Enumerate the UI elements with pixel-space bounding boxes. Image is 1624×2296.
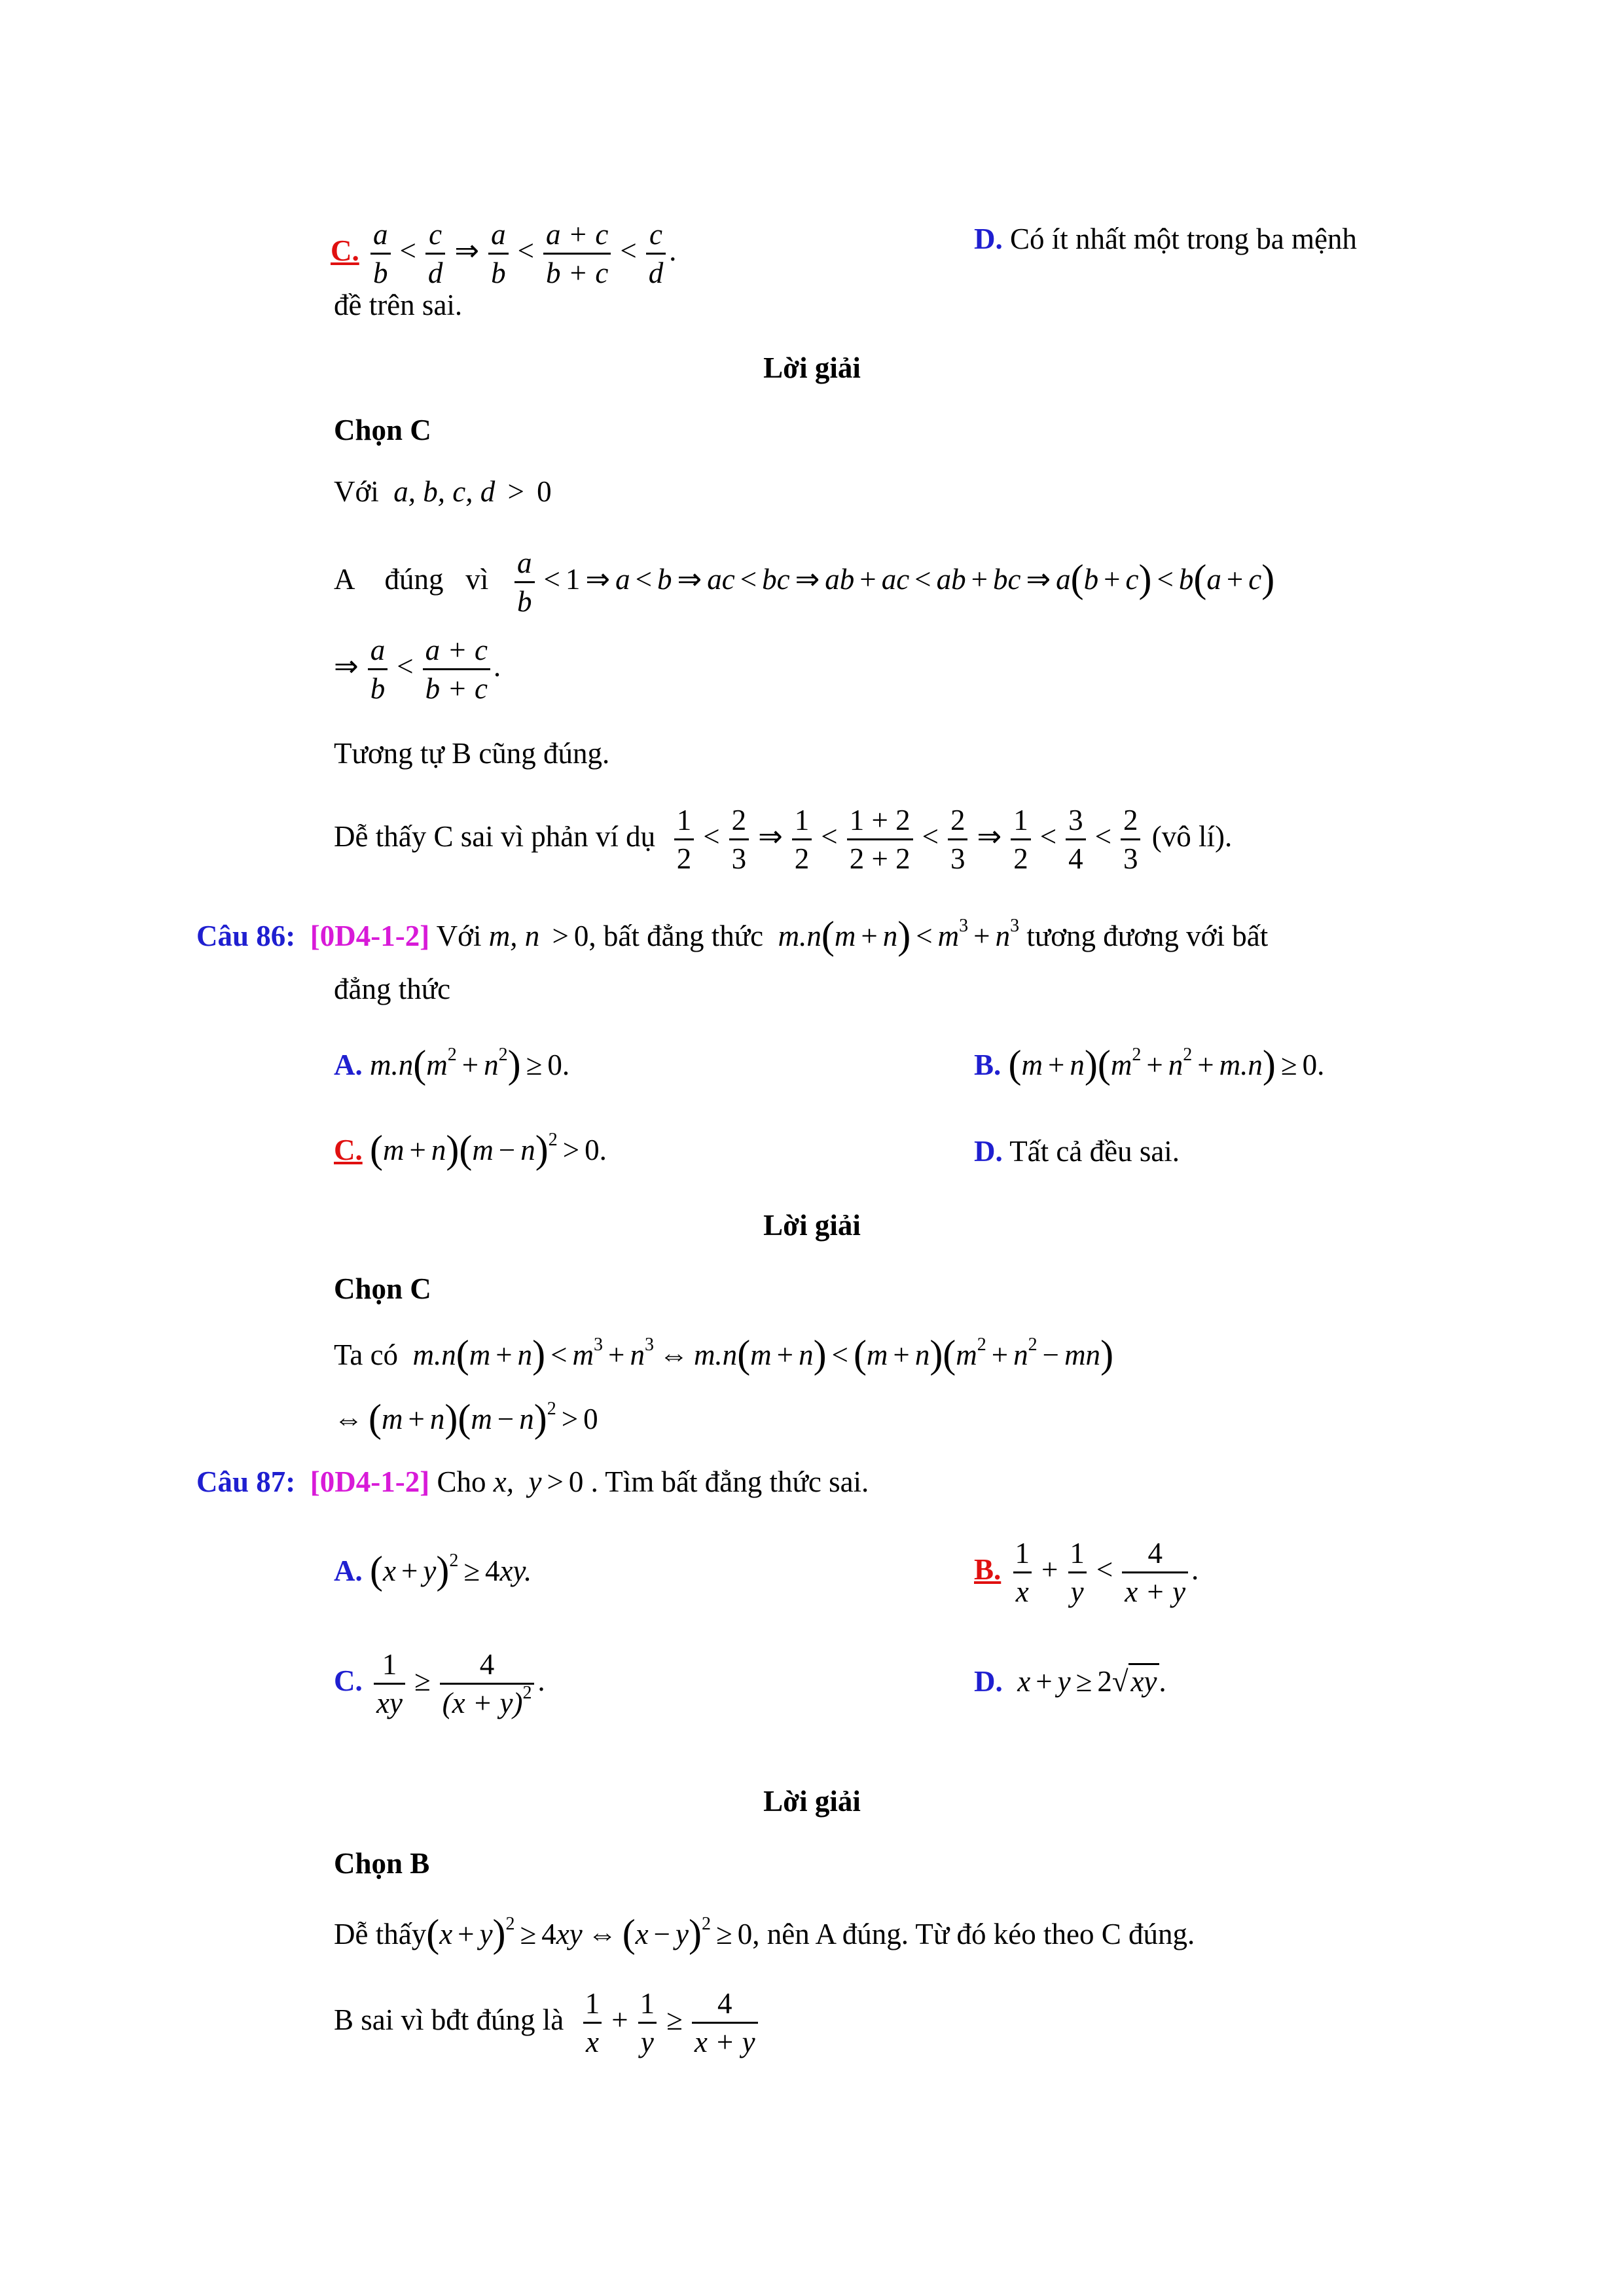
q85-line2-prefix: A đúng vì — [334, 562, 503, 596]
q87-text-prefix: Cho — [437, 1465, 486, 1498]
q85-line5 — [334, 802, 1232, 877]
q87-text-suffix: . Tìm bất đẳng thức sai. — [590, 1465, 869, 1498]
q87-option-a — [334, 1551, 532, 1590]
q85-line2 — [334, 545, 1274, 620]
q86-stem — [196, 916, 1268, 955]
q87-option-d — [974, 1662, 1167, 1700]
q86-option-c-label: C. — [334, 1134, 363, 1166]
q86-text-prefix: Với — [436, 920, 482, 952]
q87-choice: Chọn B — [334, 1847, 430, 1880]
q85-choice: Chọn C — [334, 414, 431, 446]
q87-option-a-math: $(x + y)^2 \ge 4xy$. — [370, 1549, 532, 1592]
q86-solution-heading: Lời giải — [763, 1209, 861, 1242]
q85-line5-suffix: (vô lí). — [1151, 819, 1233, 853]
q87-option-b-label: B. — [974, 1552, 1001, 1586]
q87-sol1 — [334, 1914, 1195, 1953]
q87-tag: [0D4-1-2] — [310, 1465, 430, 1498]
q85-option-d-text-cont: đề trên sai. — [334, 289, 463, 321]
q85-option-c — [331, 216, 677, 291]
q85-option-d — [974, 220, 1357, 258]
q86-choice: Chọn C — [334, 1272, 431, 1305]
q87-option-c-math: $\frac{1}{xy}$ ≥ $\frac{4}{(x + y)^2}$ . — [370, 1664, 546, 1697]
q86-option-c — [334, 1130, 607, 1169]
q86-sol2-math: ⇔ $(m + n)(m - n)^2 > 0$ — [334, 1397, 598, 1440]
q87-option-b-math: $\frac{1}{x}$ + $\frac{1}{y}$ < $\frac{4}{x + y}$ . — [1009, 1553, 1200, 1586]
q86-sol1 — [334, 1335, 1113, 1374]
q87-option-b — [974, 1535, 1199, 1610]
q85-line4: Tương tự B cũng đúng. — [334, 737, 610, 770]
q85-line1-math: a, b, c, d > 0 — [386, 475, 552, 508]
q85-line1-prefix: Với — [334, 475, 379, 508]
q87-sol1-math: $(x + y)^2 \ge 4xy$ ⇔ $(x - y)^2 \ge 0$ — [426, 1912, 753, 1955]
q86-option-b — [974, 1045, 1324, 1084]
q87-option-d-label: D. — [974, 1665, 1003, 1698]
q86-option-d-label: D. — [974, 1135, 1003, 1168]
q85-option-d-text: Có ít nhất một trong ba mệnh — [1010, 223, 1357, 255]
q87-sol2-prefix: B sai vì bđt đúng là — [334, 2003, 564, 2036]
q87-option-c-label: C. — [334, 1664, 363, 1697]
q85-solution-heading: Lời giải — [763, 351, 861, 384]
q86-tag: [0D4-1-2] — [310, 920, 430, 952]
q85-line1 — [334, 473, 552, 511]
q87-stem — [196, 1463, 869, 1501]
q86-sol2 — [334, 1399, 598, 1438]
q85-line3-math: ⇒ $\frac{a}{b}$ < $\frac{a + c}{b + c}$ . — [334, 650, 501, 683]
q85-line5-math: $\frac{1}{2}$ < $\frac{2}{3}$ ⇒ $\frac{1}{2}$ < $\frac{1 + 2}{2 + 2}$ < $\frac{2}{3}$ ⇒ $\frac{1}{2}$ < $\frac{3}{4}$ < $\frac{2}{3}$ — [662, 820, 1144, 853]
q86-text-mid: , bất đẳng thức — [588, 920, 764, 952]
q86-text-suffix: tương đương với bất — [1026, 920, 1269, 952]
q86-sol1-prefix: Ta có — [334, 1338, 399, 1371]
q87-option-d-math: x + y ≥ 2√xy. — [1010, 1665, 1167, 1698]
q86-sol1-math: $m.n(m + n) < m^3 + n^3$ ⇔ $m.n(m + n) < (m + n)(m^2 + n^2 - mn)$ — [405, 1333, 1114, 1376]
q86-option-d — [974, 1132, 1180, 1170]
q86-ineq: $m.n(m + n) < m^3 + n^3$ — [770, 914, 1020, 957]
q85-option-d-label: D. — [974, 223, 1003, 255]
q87-sol1-suffix: , nên A đúng. Từ đó kéo theo C đúng. — [752, 1918, 1195, 1950]
q87-solution-heading: Lời giải — [763, 1785, 861, 1818]
q86-option-a-label: A. — [334, 1049, 363, 1081]
q85-line2-math: $\frac{a}{b}$ < 1 ⇒ a < b ⇒ ac < bc ⇒ ab + ac < ab + bc ⇒ a(b + c) < b(a + c) — [511, 563, 1274, 596]
q86-option-d-text: Tất cả đều sai. — [1009, 1135, 1180, 1168]
q87-sol2-math: $\frac{1}{x}$ + $\frac{1}{y}$ ≥ $\frac{4}{x + y}$ — [571, 2003, 761, 2036]
q86-option-b-label: B. — [974, 1049, 1001, 1081]
q85-option-c-math: $\frac{a}{b}$ < $\frac{c}{d}$ ⇒ $\frac{a}{b}$ < $\frac{a + c}{b + c}$ < $\frac{c}{d}$ . — [367, 234, 677, 267]
q87-sol1-prefix: Dễ thấy — [334, 1918, 427, 1950]
q87-cond: x, y > 0 — [493, 1465, 584, 1498]
q86-option-b-math: $(m + n)(m^2 + n^2 + m.n) \ge 0$. — [1008, 1043, 1325, 1086]
q86-text-line2: đẳng thức — [334, 973, 451, 1005]
q87-label: Câu 87: — [196, 1465, 296, 1498]
q86-option-a — [334, 1045, 569, 1084]
q87-option-a-label: A. — [334, 1554, 363, 1587]
q87-sol2 — [334, 1985, 762, 2060]
q86-option-a-math: $m.n(m^2 + n^2) \ge 0$. — [370, 1043, 570, 1086]
q85-line5-prefix: Dễ thấy C sai vì phản ví dụ — [334, 819, 656, 853]
q86-label: Câu 86: — [196, 920, 296, 952]
q86-option-c-math: $(m + n)(m - n)^2 > 0$. — [370, 1128, 607, 1171]
q87-option-c — [334, 1646, 546, 1721]
q85-option-c-label: C. — [331, 234, 359, 267]
q85-line3 — [334, 632, 501, 707]
q86-cond: m, n > 0 — [488, 920, 589, 952]
